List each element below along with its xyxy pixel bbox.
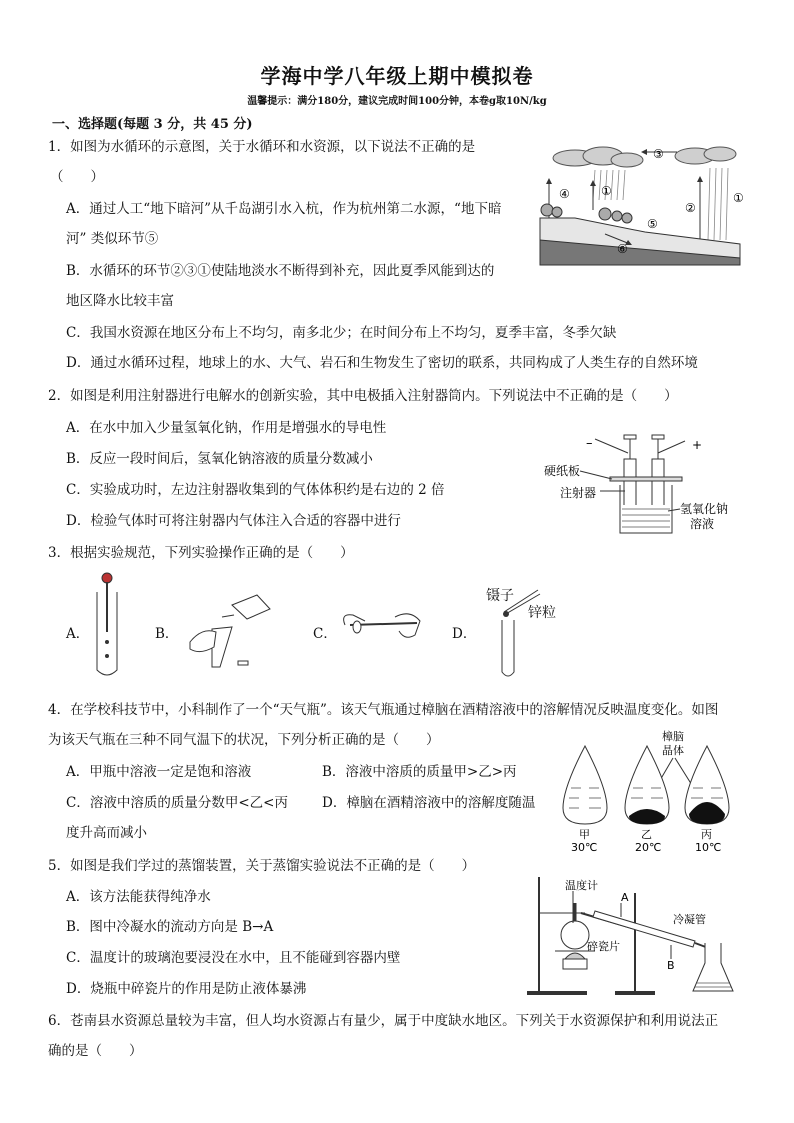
condenser-label: 冷凝管: [673, 913, 706, 926]
bottle-jia: [563, 746, 607, 824]
q3-stem: 3．根据实验规范，下列实验操作正确的是（ ）: [48, 545, 354, 561]
plus-label: +: [692, 438, 703, 452]
bottle-yi-label: 乙: [641, 828, 652, 841]
water-cycle-figure: [535, 140, 745, 270]
page-title: 学海中学八年级上期中模拟卷: [260, 64, 534, 88]
weather-bottles-figure: [555, 728, 745, 853]
label-1a: ①: [601, 184, 612, 198]
tweezers-label: 镊子: [486, 588, 514, 604]
dropper-in-tube-figure: [92, 572, 122, 680]
zinc-label: 锌粒: [528, 605, 556, 621]
q5-option-d: D．烧瓶中碎瓷片的作用是防止液体暴沸: [66, 981, 307, 997]
label-b: B: [667, 959, 675, 972]
q1-option-c: C．我国水资源在地区分布上不均匀，南多北少；在时间分布上不均匀，夏季丰富，冬季欠缺: [66, 325, 617, 341]
q1-option-a-cont: 河” 类似环节⑤: [66, 231, 159, 247]
distillation-figure: [525, 873, 745, 998]
q1-option-b-cont: 地区降水比较丰富: [66, 293, 174, 309]
section-title: 一、选择题(每题 3 分，共 45 分): [52, 117, 253, 132]
q5-option-c: C．温度计的玻璃泡要浸没在水中，且不能碰到容器内壁: [66, 950, 401, 966]
temp-20-label: 20℃: [635, 841, 662, 853]
q5-stem: 5．如图是我们学过的蒸馏装置，关于蒸馏实验说法不正确的是（ ）: [48, 858, 476, 874]
q2-option-c: C．实验成功时，左边注射器收集到的气体体积约是右边的 2 倍: [66, 482, 445, 498]
q2-option-b: B．反应一段时间后，氢氧化钠溶液的质量分数减小: [66, 451, 373, 467]
crystal-label-2: 晶体: [662, 744, 684, 757]
label-a: A: [621, 891, 629, 904]
pouring-reagent-figure: [182, 587, 282, 672]
q4-stem-cont: 为该天气瓶在三种不同气温下的状况，下列分析正确的是（ ）: [48, 732, 440, 748]
syringe-label: 注射器: [560, 486, 597, 500]
q5-option-b: B．图中冷凝水的流动方向是 B→A: [66, 919, 274, 935]
q1-option-d: D．通过水循环过程，地球上的水、大气、岩石和生物发生了密切的联系，共同构成了人类生存的自然环境: [66, 355, 698, 371]
cloud-right-icon: [675, 147, 736, 164]
q2-stem: 2．如图是利用注射器进行电解水的创新实验，其中电极插入注射器筒内。下列说法中不正确的是（ ）: [48, 388, 678, 404]
q1-option-a: A．通过人工“地下暗河”从千岛湖引水入杭，作为杭州第二水源，“地下暗: [66, 201, 502, 217]
q6-stem: 6．苍南县水资源总量较为丰富，但人均水资源占有量少，属于中度缺水地区。下列关于水资源保护和利用说法正: [48, 1013, 719, 1029]
q2-option-a: A．在水中加入少量氢氧化钠，作用是增强水的导电性: [66, 420, 387, 436]
thermometer-label: 温度计: [565, 879, 598, 892]
label-3: ③: [653, 147, 664, 161]
q5-option-a: A．该方法能获得纯净水: [66, 889, 211, 905]
label-5: ⑤: [647, 217, 658, 231]
q3-label-a: A．: [66, 626, 90, 642]
exam-hint: 温馨提示：满分180分，建议完成时间100分钟，本卷g取10N/kg: [247, 96, 547, 107]
temp-10-label: 10℃: [695, 841, 722, 853]
q4-option-a: A．甲瓶中溶液一定是饱和溶液: [66, 764, 252, 780]
naoh-label-2: 溶液: [690, 517, 715, 531]
naoh-label-1: 氢氧化钠: [680, 502, 729, 516]
label-1b: ①: [733, 191, 744, 205]
cloud-left-icon: [553, 147, 643, 167]
electrolysis-figure: [540, 425, 745, 540]
crystal-label-1: 樟脑: [662, 730, 684, 743]
label-4: ④: [559, 187, 570, 201]
q6-stem-cont: 确的是（ ）: [48, 1043, 143, 1059]
q2-option-d: D．检验气体时可将注射器内气体注入合适的容器中进行: [66, 513, 401, 529]
q3-label-b: B．: [155, 626, 179, 642]
q4-stem: 4．在学校科技节中，小科制作了一个“天气瓶”。该天气瓶通过樟脑在酒精溶液中的溶解情况反映温度变化。如图: [48, 702, 719, 718]
q1-option-b: B．水循环的环节②③①使陆地淡水不断得到补充，因此夏季风能到达的: [66, 263, 495, 279]
q4-option-b: B．溶液中溶质的质量甲>乙>丙: [322, 764, 517, 780]
temp-30-label: 30℃: [571, 841, 598, 853]
q3-label-d: D．: [452, 626, 477, 642]
board-label: 硬纸板: [544, 464, 581, 478]
q4-option-d-cont: 度升高而减小: [66, 825, 147, 841]
minus-label: –: [586, 436, 593, 451]
q1-blank: （ ）: [50, 169, 104, 185]
chips-label: 碎瓷片: [587, 940, 620, 953]
label-6: ⑥: [617, 242, 628, 256]
bottle-jia-label: 甲: [579, 828, 590, 841]
q4-option-c: C．溶液中溶质的质量分数甲<乙<丙: [66, 795, 288, 811]
q1-stem: 1．如图为水循环的示意图，关于水循环和水资源，以下说法不正确的是: [48, 139, 476, 155]
heating-tube-figure: [335, 607, 425, 647]
bottle-bing-label: 丙: [701, 828, 712, 841]
q4-option-d: D．樟脑在酒精溶液中的溶解度随温: [322, 795, 536, 811]
q3-label-c: C．: [313, 626, 337, 642]
label-2: ②: [685, 201, 696, 215]
